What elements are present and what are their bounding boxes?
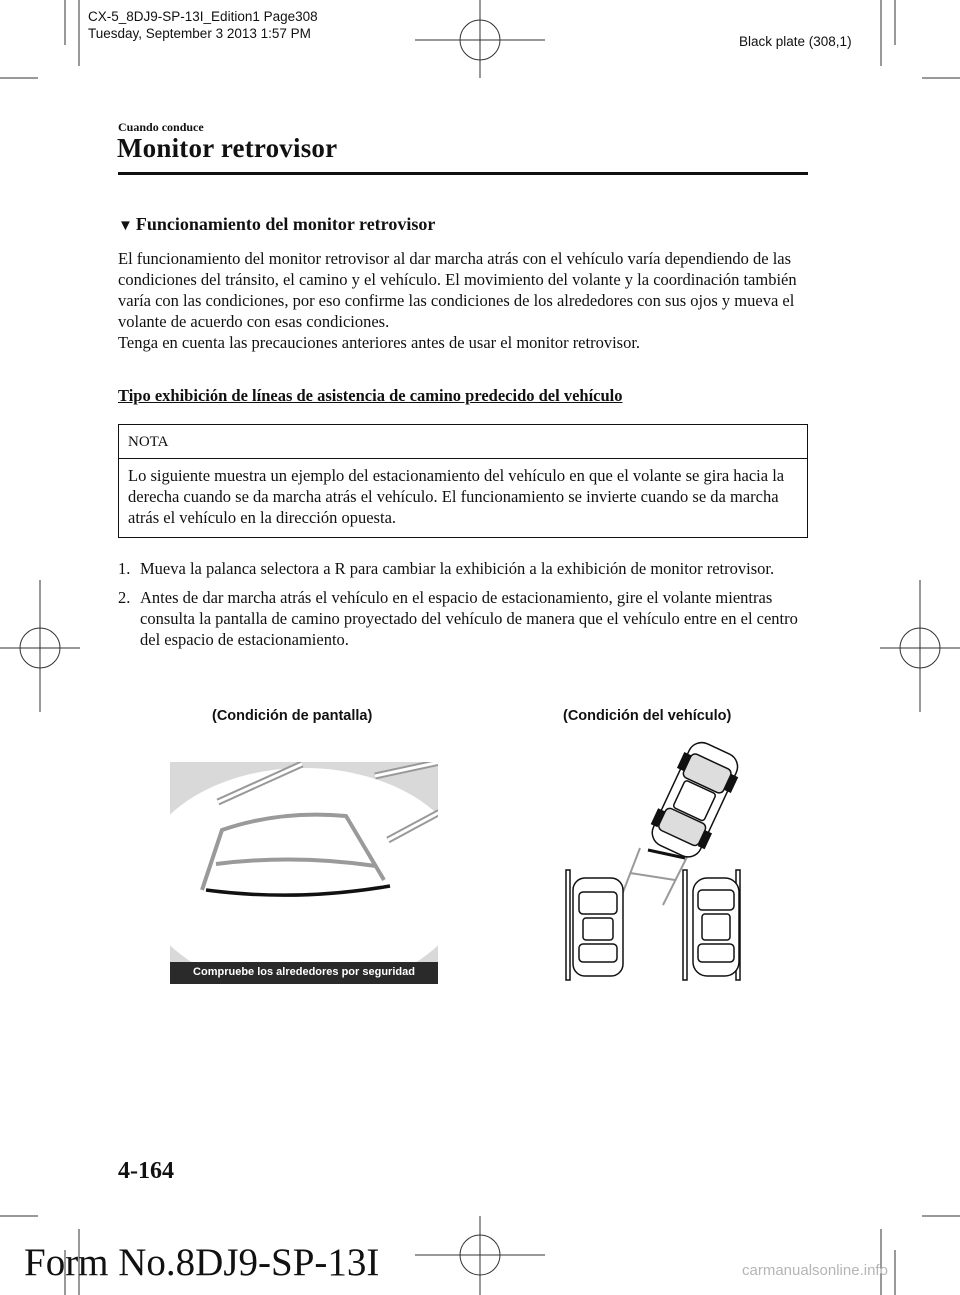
- body-paragraph: Tenga en cuenta las precauciones anteriores antes de usar el monitor retrovisor.: [118, 333, 641, 352]
- title-rule: [118, 172, 808, 175]
- note-divider: [119, 458, 807, 459]
- watermark-link[interactable]: carmanualsonline.info: [742, 1262, 888, 1279]
- note-text: Lo siguiente muestra un ejemplo del estacionamiento del vehículo en que el volante se gira hacia la derecha cuando se da marcha atrás el vehículo. El funcionamiento se invierte cuando se da marcha atrás el vehículo en la dirección opuesta.: [128, 466, 785, 527]
- rearview-screen-illustration: [170, 762, 438, 984]
- print-header-file: CX-5_8DJ9-SP-13I_Edition1 Page308: [88, 9, 318, 24]
- step-number: 2.: [118, 588, 131, 607]
- figure-label-screen: (Condición de pantalla): [212, 708, 373, 724]
- list-item: [118, 587, 818, 650]
- page-title: Monitor retrovisor: [117, 133, 338, 163]
- step-text: Antes de dar marcha atrás el vehículo en el espacio de estacionamiento, gire el volante mientras consulta la pantalla de camino proyectado del vehículo de manera que el vehículo entre en el centro del espacio de estacionamiento.: [140, 588, 798, 649]
- subheading: [118, 214, 435, 235]
- body-paragraph: El funcionamiento del monitor retrovisor al dar marcha atrás con el vehículo varía dependiendo de las condiciones del tránsito, el camino y el vehículo. El movimiento del volante y la coordinación también varía con las condiciones, por eso confirme las condiciones de los alrededores con sus ojos y mueva el volante de acuerdo con esas condiciones.: [118, 249, 797, 331]
- print-header-date: Tuesday, September 3 2013 1:57 PM: [88, 26, 311, 41]
- note-box: [118, 424, 808, 538]
- underlined-heading: Tipo exhibición de líneas de asistencia de camino predecido del vehículo: [118, 386, 623, 405]
- plate-label: Black plate (308,1): [739, 34, 852, 49]
- triangle-down-icon: ▼: [118, 218, 133, 234]
- section-label: Cuando conduce: [118, 120, 204, 134]
- form-number: Form No.8DJ9-SP-13I: [24, 1241, 380, 1284]
- body-text: [118, 248, 818, 353]
- note-title: NOTA: [128, 434, 169, 450]
- step-text: Mueva la palanca selectora a R para cambiar la exhibición a la exhibición de monitor retrovisor.: [140, 559, 775, 578]
- list-item: [118, 558, 818, 579]
- subheading-text: Funcionamiento del monitor retrovisor: [135, 214, 436, 234]
- screen-caption: Compruebe los alrededores por seguridad: [193, 966, 415, 978]
- step-number: 1.: [118, 559, 131, 578]
- figure-label-vehicle: (Condición del vehículo): [563, 708, 732, 724]
- steps-list: [118, 558, 818, 658]
- parking-diagram-illustration: [545, 730, 760, 992]
- print-header: [88, 8, 318, 42]
- page-number: 4-164: [118, 1158, 174, 1184]
